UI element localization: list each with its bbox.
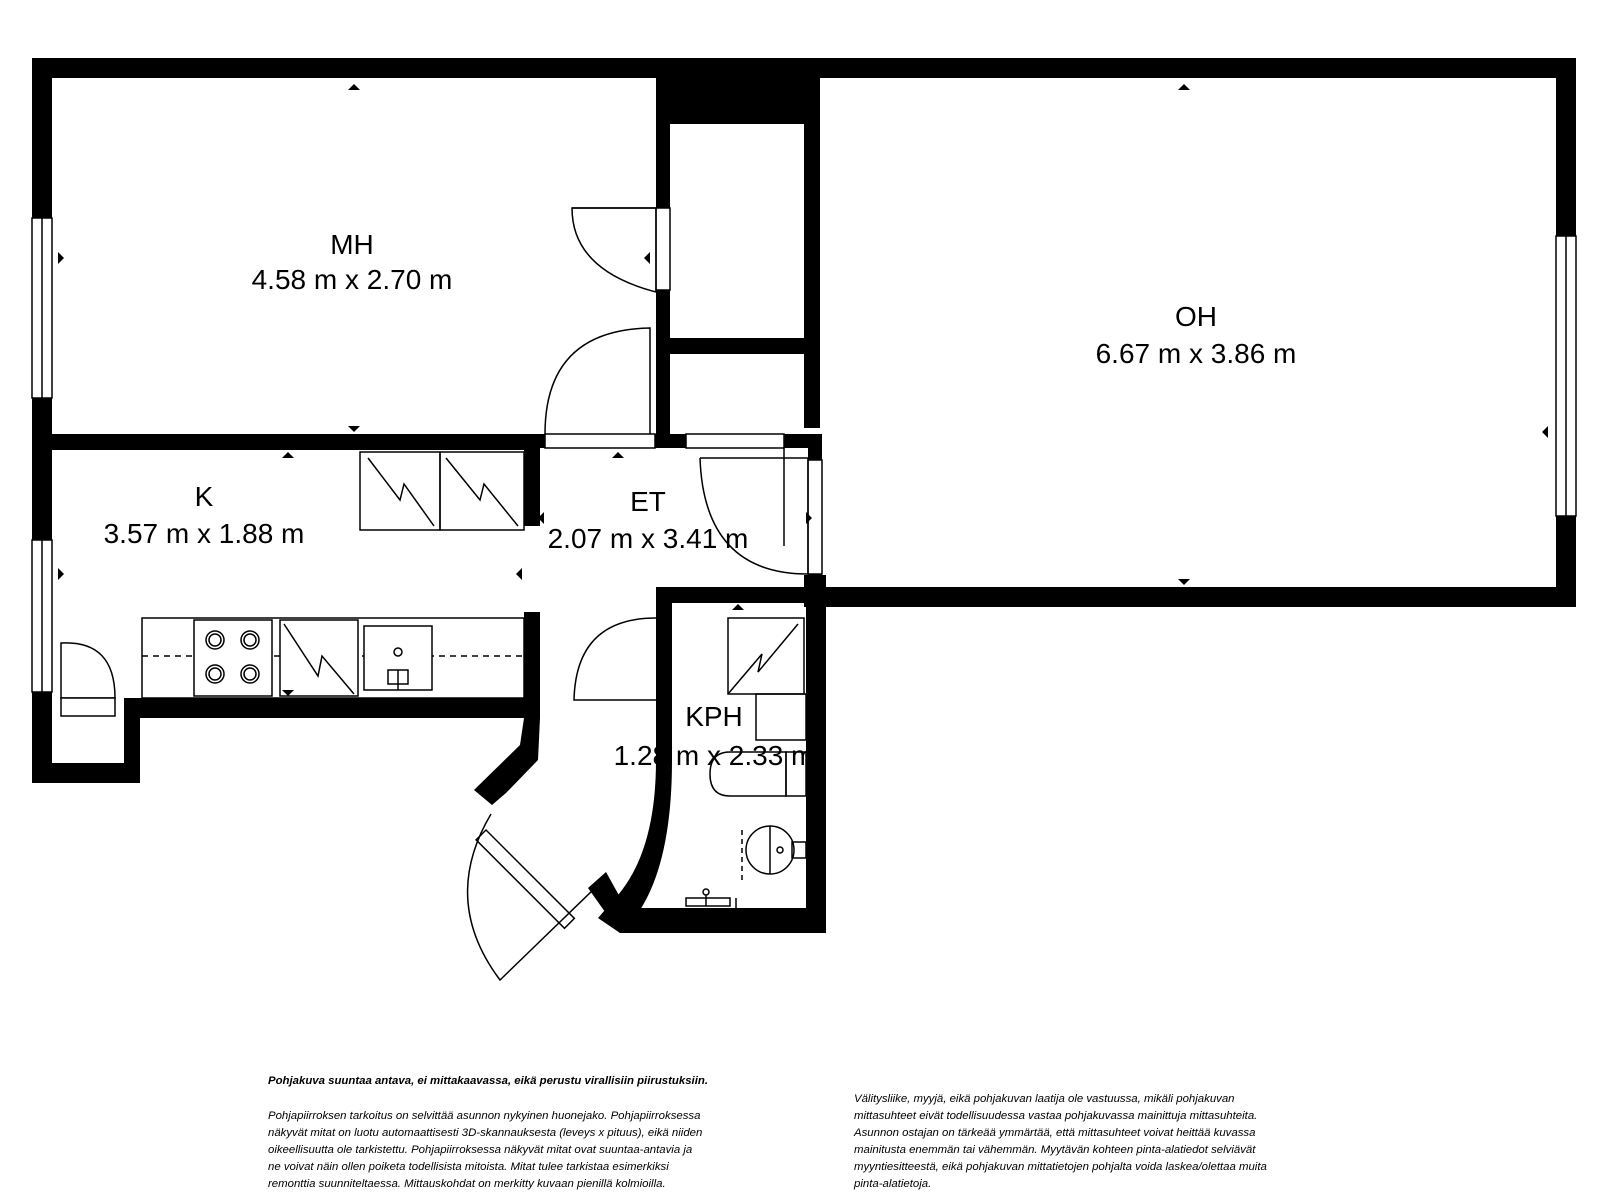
wall-k-right bbox=[524, 434, 540, 526]
stove bbox=[194, 620, 272, 696]
wall-oh-left bbox=[804, 78, 820, 428]
bath-floor-drain bbox=[686, 898, 730, 906]
wall-k-right-low bbox=[524, 612, 540, 702]
room-label-kph: KPH bbox=[685, 701, 743, 732]
door-mh bbox=[545, 328, 650, 434]
disclaimer-right bbox=[854, 1091, 1267, 1193]
bath-cabinet bbox=[756, 694, 806, 740]
disclaimer-right-line: mainitusta enemmän tai vähemmän. Myytävän kohteen pinta-alatiedot selviävät bbox=[854, 1144, 1256, 1156]
door-mh-gap bbox=[545, 434, 655, 448]
room-label-oh: OH bbox=[1175, 301, 1217, 332]
room-label-k: K bbox=[194, 481, 214, 512]
disclaimer-right-line: mittasuhteet eivät todellisuudessa vastaa pohjakuvassa mainittuja mittasuhteita. bbox=[854, 1110, 1258, 1122]
disclaimer-left-line: oikeellisuutta ole tarkistettu. Pohjapiirroksessa näkyvät mitat ovat suuntaa-antavia ja bbox=[268, 1144, 693, 1156]
door-closet bbox=[572, 208, 656, 292]
room-size-et: 2.07 m x 3.41 m bbox=[547, 523, 749, 554]
door-fridge bbox=[61, 643, 115, 698]
room-label-et: ET bbox=[630, 486, 666, 517]
room-size-oh: 6.67 m x 3.86 m bbox=[1095, 338, 1297, 369]
wall-k-bottom bbox=[124, 698, 540, 718]
disclaimer-right-line: pinta-alatietoja. bbox=[854, 1178, 932, 1190]
wall-niche-bottom bbox=[32, 763, 140, 783]
wall-mh-k bbox=[32, 434, 540, 450]
wall-entrance-left bbox=[474, 718, 540, 805]
room-size-mh: 4.58 m x 2.70 m bbox=[251, 264, 453, 295]
room-label-mh: MH bbox=[330, 229, 374, 260]
room-size-kph: 1.28 m x 2.33 m bbox=[613, 740, 815, 771]
wall-top bbox=[32, 58, 1576, 78]
disclaimer-right-line: myyntiesitteestä, eikä pohjakuvan mittatietojen pohjalta voida laskea/olettaa muita bbox=[854, 1161, 1267, 1173]
disclaimer-right-line: Asunnon ostajan on tärkeää ymmärtää, että mittasuhteet voivat heittää kuvassa bbox=[854, 1127, 1256, 1139]
wall-kph-left bbox=[656, 587, 672, 677]
disclaimer-left-line: Pohjapiirroksen tarkoitus on selvittää asunnon nykyinen huonejako. Pohjapiirroksessa bbox=[268, 1110, 701, 1122]
door-oh bbox=[700, 458, 808, 574]
wall-bottom-right bbox=[818, 587, 1576, 607]
disclaimer-right-line: Välitysliike, myyjä, eikä pohjakuvan laatija ole vastuussa, mikäli pohjakuvan bbox=[854, 1093, 1235, 1105]
disclaimer-title: Pohjakuva suuntaa antava, ei mittakaavassa, eikä perustu virallisiin piirustuksiin. bbox=[268, 1075, 708, 1087]
disclaimer-left bbox=[268, 1108, 702, 1193]
walls bbox=[32, 58, 1576, 933]
fridge-box bbox=[61, 698, 115, 716]
disclaimer-left-line: näkyvät mitat on luotu automaattisesti 3D-skannauksesta (leveys x pituus), eikä niiden bbox=[268, 1127, 703, 1139]
wall-kph-top bbox=[656, 587, 826, 603]
wall-closet-divider bbox=[670, 338, 804, 354]
wall-shaft bbox=[656, 78, 820, 124]
door-closet-frame bbox=[656, 208, 670, 290]
room-size-k: 3.57 m x 1.88 m bbox=[103, 518, 305, 549]
disclaimer-left-line: ne voivat näin ollen poiketa todellisista mitoista. Mitat tulee tarkistaa esimerkiksi bbox=[268, 1161, 669, 1173]
door-kph bbox=[574, 618, 656, 700]
disclaimer-left-line: remonttia suunniteltaessa. Mittauskohdat on merkitty kuvaan pienillä kolmioilla. bbox=[268, 1178, 666, 1190]
door-entrance-leaf bbox=[476, 830, 574, 928]
door-et-closet bbox=[686, 434, 784, 448]
wall-niche-right bbox=[124, 698, 140, 783]
